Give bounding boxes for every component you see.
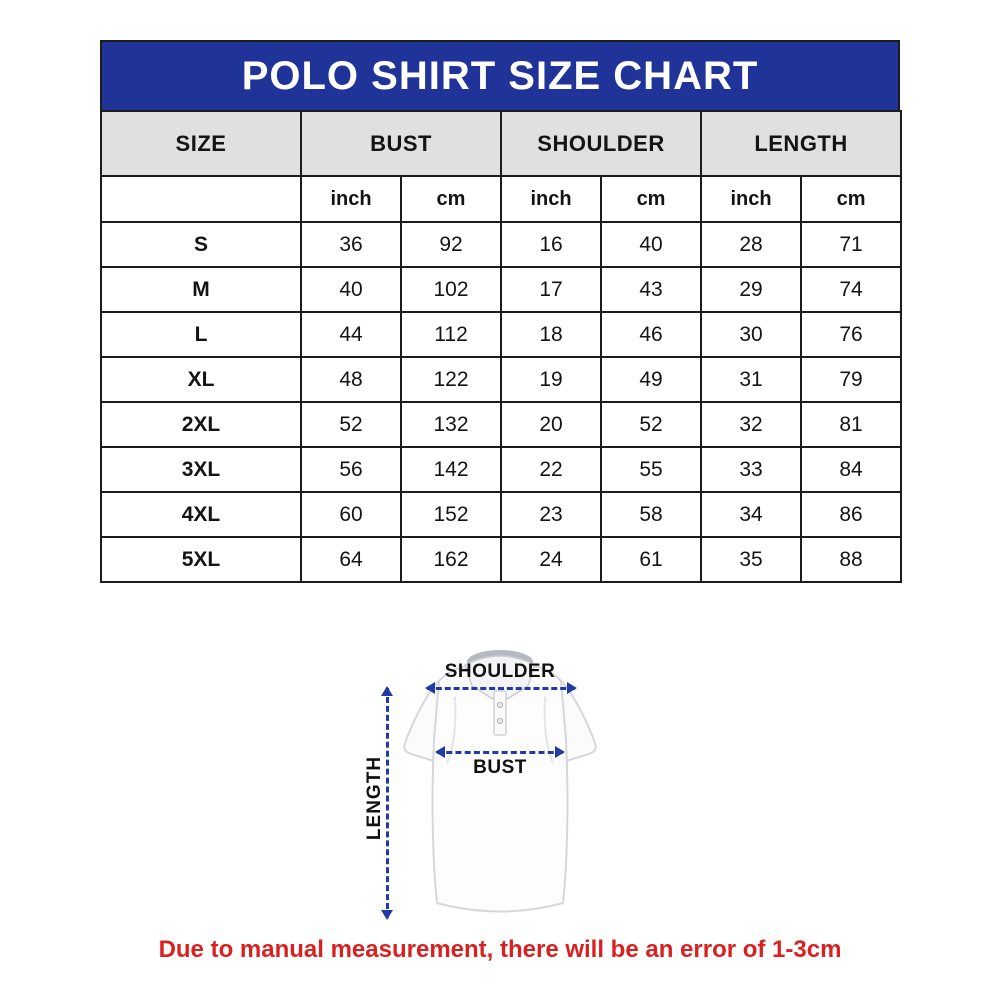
cell-bust-cm: 142: [401, 447, 501, 492]
bust-arrow: [437, 751, 563, 754]
unit-header-shoulder-cm: cm: [601, 176, 701, 222]
cell-shoulder-inch: 20: [501, 402, 601, 447]
cell-bust-inch: 60: [301, 492, 401, 537]
cell-bust-inch: 44: [301, 312, 401, 357]
cell-shoulder-cm: 55: [601, 447, 701, 492]
cell-length-cm: 84: [801, 447, 901, 492]
table-row-4xl: [101, 492, 901, 537]
page-title: POLO SHIRT SIZE CHART: [241, 53, 759, 98]
size-label: 3XL: [101, 447, 301, 492]
cell-shoulder-inch: 18: [501, 312, 601, 357]
cell-length-inch: 30: [701, 312, 801, 357]
cell-length-inch: 28: [701, 222, 801, 267]
bust-label: BUST: [473, 757, 527, 778]
column-header-bust: BUST: [301, 111, 501, 176]
cell-shoulder-inch: 24: [501, 537, 601, 582]
column-header-size: SIZE: [101, 111, 301, 176]
shoulder-label: SHOULDER: [444, 661, 556, 682]
cell-bust-cm: 102: [401, 267, 501, 312]
cell-bust-inch: 40: [301, 267, 401, 312]
cell-length-inch: 35: [701, 537, 801, 582]
size-label: 4XL: [101, 492, 301, 537]
size-label: 5XL: [101, 537, 301, 582]
cell-bust-inch: 64: [301, 537, 401, 582]
size-label: XL: [101, 357, 301, 402]
unit-header-bust-cm: cm: [401, 176, 501, 222]
cell-length-cm: 79: [801, 357, 901, 402]
cell-shoulder-cm: 58: [601, 492, 701, 537]
cell-length-inch: 31: [701, 357, 801, 402]
cell-shoulder-inch: 19: [501, 357, 601, 402]
cell-shoulder-cm: 43: [601, 267, 701, 312]
cell-shoulder-cm: 49: [601, 357, 701, 402]
cell-shoulder-cm: 46: [601, 312, 701, 357]
cell-length-cm: 81: [801, 402, 901, 447]
cell-length-cm: 88: [801, 537, 901, 582]
table-row-m: [101, 267, 901, 312]
table-row-3xl: [101, 447, 901, 492]
table-row-l: [101, 312, 901, 357]
table-row-xl: [101, 357, 901, 402]
cell-bust-cm: 132: [401, 402, 501, 447]
length-arrow: [386, 688, 389, 918]
chart-title-banner: [100, 40, 900, 110]
cell-length-cm: 71: [801, 222, 901, 267]
cell-shoulder-inch: 22: [501, 447, 601, 492]
size-label: L: [101, 312, 301, 357]
cell-bust-inch: 48: [301, 357, 401, 402]
column-header-shoulder: SHOULDER: [501, 111, 701, 176]
shoulder-arrow: [427, 687, 575, 690]
table-unit-header-row: [101, 176, 901, 222]
cell-bust-cm: 162: [401, 537, 501, 582]
cell-shoulder-cm: 40: [601, 222, 701, 267]
table-row-5xl: [101, 537, 901, 582]
unit-header-bust-inch: inch: [301, 176, 401, 222]
cell-length-inch: 34: [701, 492, 801, 537]
cell-length-inch: 29: [701, 267, 801, 312]
cell-bust-cm: 92: [401, 222, 501, 267]
cell-length-inch: 33: [701, 447, 801, 492]
size-label: M: [101, 267, 301, 312]
size-unit-spacer-cell: [101, 176, 301, 222]
cell-shoulder-inch: 23: [501, 492, 601, 537]
cell-length-cm: 76: [801, 312, 901, 357]
cell-length-cm: 74: [801, 267, 901, 312]
size-label: 2XL: [101, 402, 301, 447]
size-table: [100, 110, 902, 583]
length-label: LENGTH: [364, 755, 385, 841]
cell-shoulder-inch: 16: [501, 222, 601, 267]
table-row-s: [101, 222, 901, 267]
cell-shoulder-inch: 17: [501, 267, 601, 312]
cell-length-inch: 32: [701, 402, 801, 447]
cell-bust-cm: 152: [401, 492, 501, 537]
cell-bust-cm: 112: [401, 312, 501, 357]
unit-header-length-inch: inch: [701, 176, 801, 222]
unit-header-shoulder-inch: inch: [501, 176, 601, 222]
cell-length-cm: 86: [801, 492, 901, 537]
cell-bust-inch: 36: [301, 222, 401, 267]
cell-bust-inch: 52: [301, 402, 401, 447]
unit-header-length-cm: cm: [801, 176, 901, 222]
measurement-disclaimer: Due to manual measurement, there will be an error of 1-3cm: [158, 936, 842, 963]
cell-bust-cm: 122: [401, 357, 501, 402]
cell-bust-inch: 56: [301, 447, 401, 492]
table-group-header-row: [101, 111, 901, 176]
cell-shoulder-cm: 61: [601, 537, 701, 582]
cell-shoulder-cm: 52: [601, 402, 701, 447]
column-header-length: LENGTH: [701, 111, 901, 176]
table-row-2xl: [101, 402, 901, 447]
size-label: S: [101, 222, 301, 267]
